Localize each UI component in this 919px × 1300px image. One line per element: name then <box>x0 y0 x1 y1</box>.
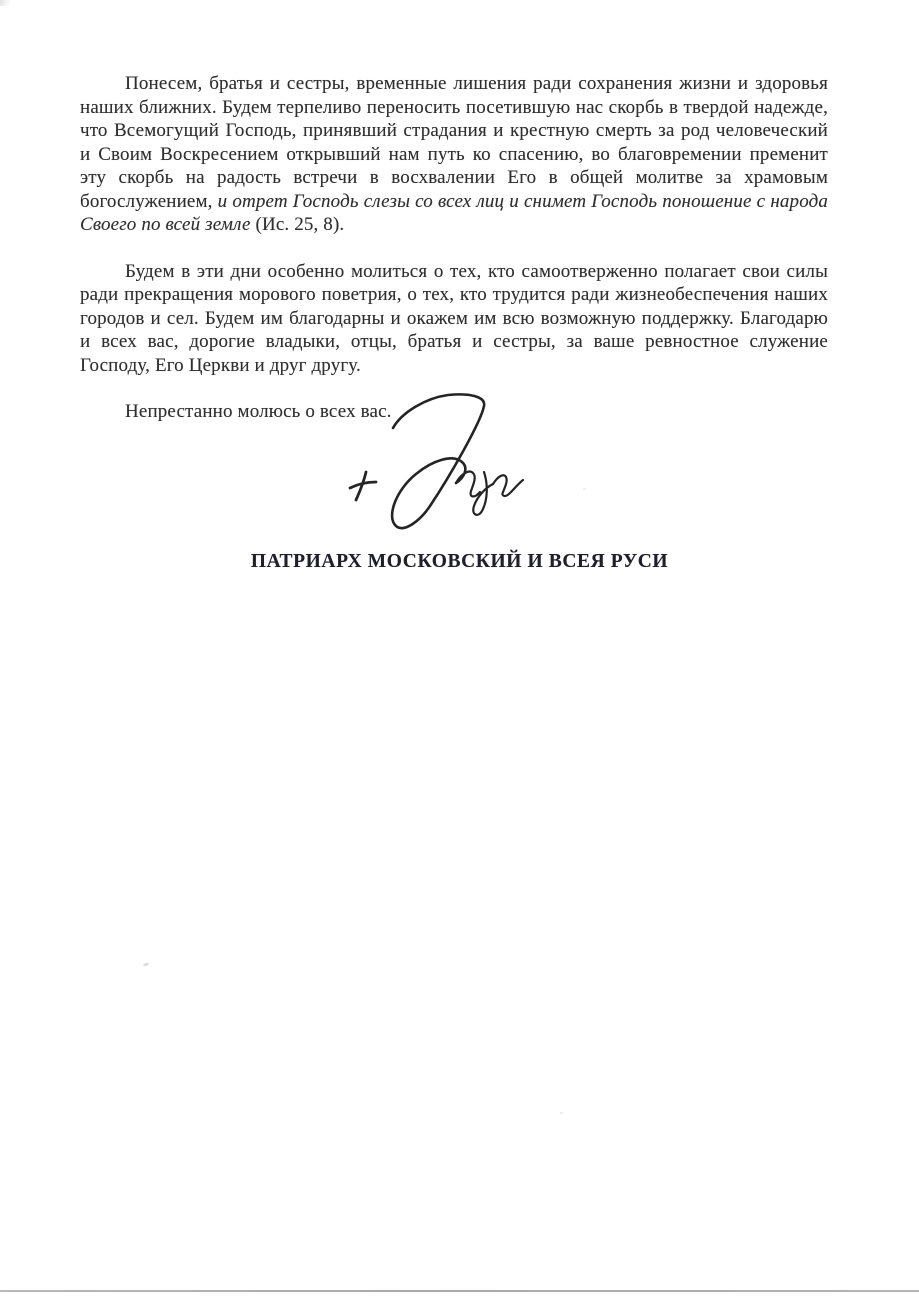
signature-letters-stroke-1 <box>456 472 480 497</box>
signoff-title: ПАТРИАРХ МОСКОВСКИЙ И ВСЕЯ РУСИ <box>250 551 669 572</box>
signature-initial-stroke <box>392 394 484 528</box>
scripture-citation: (Ис. 25, 8). <box>250 214 345 235</box>
scan-speck <box>560 1112 563 1114</box>
signature-letters-stroke-3 <box>493 475 523 496</box>
scan-speck <box>143 962 150 967</box>
signature-letters-stroke-2 <box>473 472 493 515</box>
letter-body <box>80 72 828 424</box>
scan-edge-line <box>0 1290 919 1292</box>
paragraph-1-text: Понесем, братья и сестры, временные лишения ради сохранения жизни и здоровья наших ближних. Будем терпеливо переносить посетившую нас скорбь в твердой надежде, что Всемогущий Господь, принявший страдания и крестную смерть за род человеческий и Своим Воскресением открывший нам путь ко спасению, во благовремении пременит эту скорбь на радость встречи в восхвалении Его в общей молитве за храмовым богослужением, <box>80 73 828 212</box>
scripture-quote-italic: и отрет Господь слезы со всех лиц и снимет Господь поношение с народа Своего по всей земле <box>80 190 828 235</box>
scan-corner-artifact <box>0 0 14 6</box>
paragraph-1 <box>80 72 828 237</box>
scan-speck <box>583 488 586 490</box>
paragraph-2: Будем в эти дни особенно молиться о тех, кто самоотверженно полагает свои силы ради прекращения морового поветрия, о тех, кто трудится ради жизнеобеспечения наших городов и сел. Будем им благодарны и окажем им всю возможную поддержку. Благодарю и всех вас, дорогие владыки, отцы, братья и сестры, за ваше ревностное служение Господу, Его Церкви и друг другу. <box>80 260 828 376</box>
closing-line: Непрестанно молюсь о всех вас. <box>125 401 392 422</box>
patriarch-signature-icon <box>338 388 538 540</box>
